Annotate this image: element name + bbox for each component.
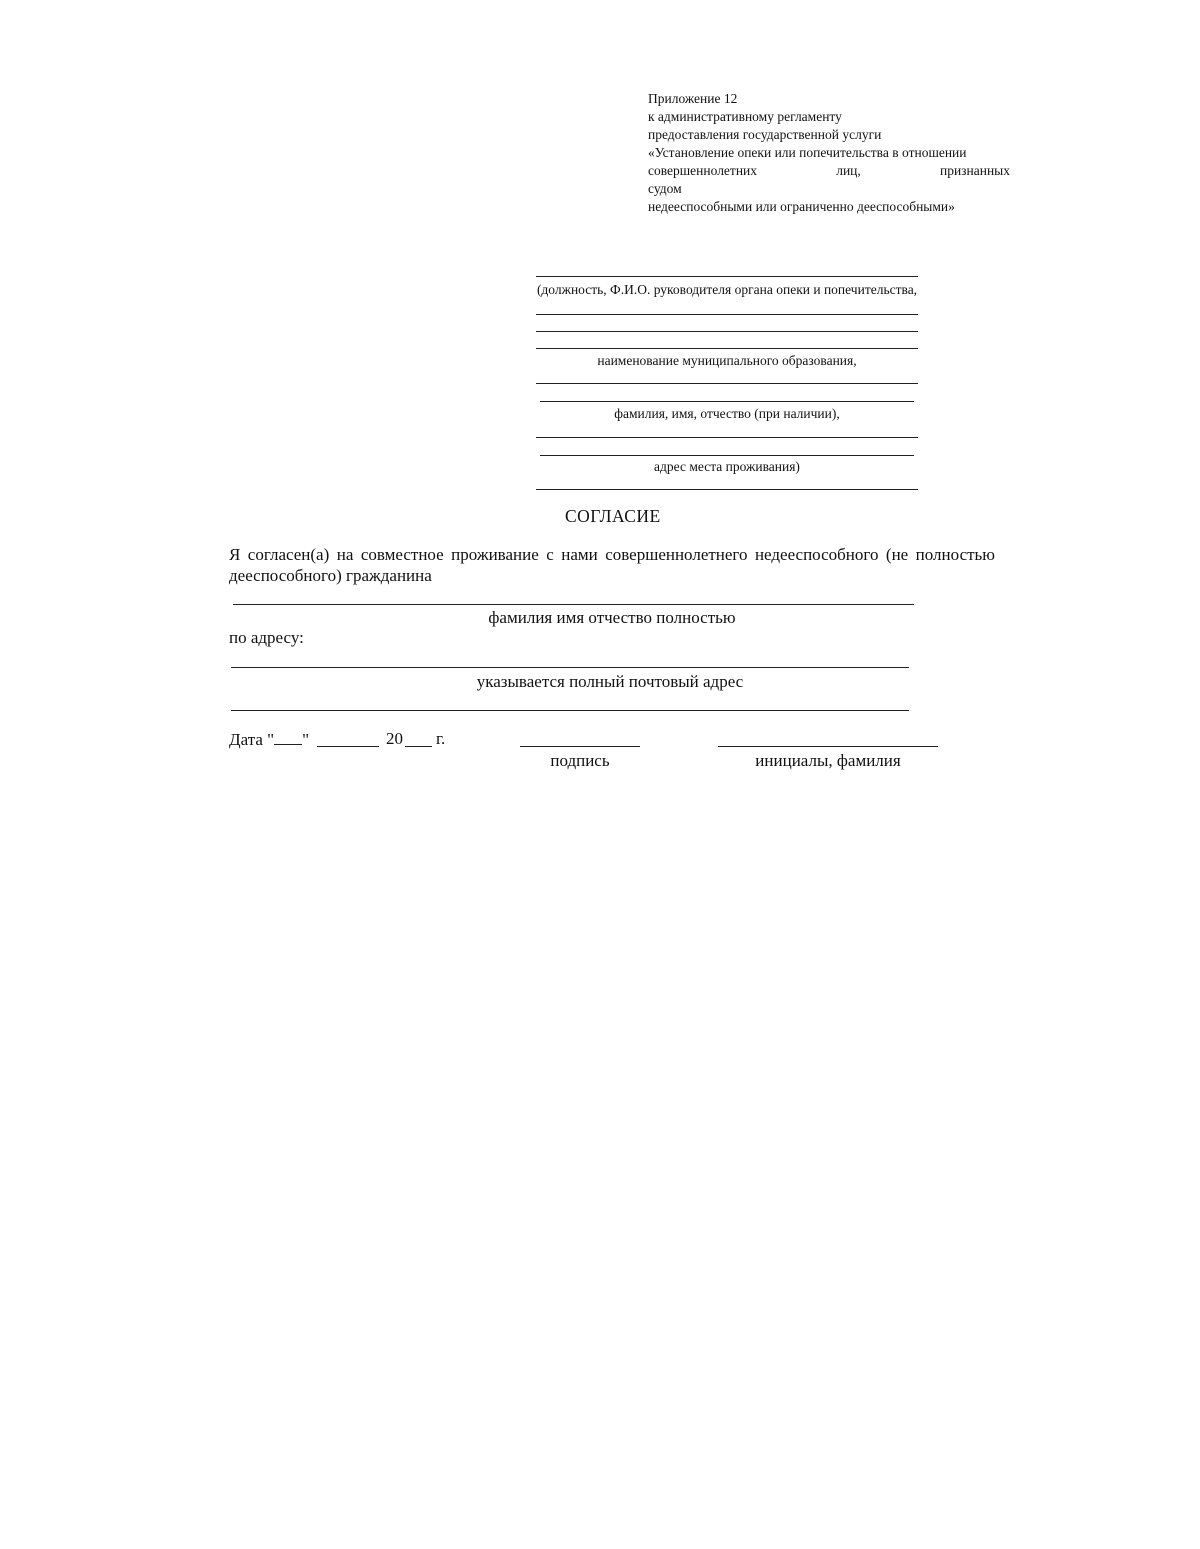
- year-prefix: 20: [386, 729, 403, 748]
- signature-line[interactable]: [520, 746, 640, 747]
- blank-line[interactable]: [536, 331, 918, 332]
- month-blank[interactable]: [317, 746, 379, 747]
- date-prefix: Дата ": [229, 730, 275, 749]
- blank-line[interactable]: [536, 489, 918, 490]
- date-field: [229, 729, 309, 750]
- header-line: совершеннолетних лиц, признанных судом: [648, 163, 1010, 196]
- address-label: по адресу:: [229, 628, 304, 647]
- caption-signature: подпись: [550, 751, 610, 770]
- caption-name: фамилия, имя, отчество (при наличии),: [614, 406, 840, 421]
- header-line: Приложение 12: [648, 91, 738, 106]
- year-suffix: г.: [436, 729, 446, 748]
- blank-line[interactable]: [536, 314, 918, 315]
- caption-fullname: фамилия имя отчество полностью: [488, 608, 736, 627]
- fullname-line[interactable]: [233, 604, 914, 605]
- header-line: предоставления государственной услуги: [648, 127, 882, 142]
- initials-line[interactable]: [718, 746, 938, 747]
- day-blank[interactable]: [274, 729, 302, 745]
- official-line[interactable]: [536, 276, 918, 277]
- blank-line[interactable]: [540, 401, 914, 402]
- address-line[interactable]: [231, 710, 909, 711]
- caption-official: (должность, Ф.И.О. руководителя органа опеки и попечительства,: [536, 282, 918, 297]
- header-line: недееспособными или ограниченно дееспособными»: [648, 199, 955, 214]
- caption-postal: указывается полный почтовый адрес: [476, 672, 744, 691]
- caption-initials: инициалы, фамилия: [755, 751, 901, 770]
- document-title: СОГЛАСИЕ: [565, 506, 661, 526]
- address-line[interactable]: [231, 667, 909, 668]
- blank-line[interactable]: [540, 455, 914, 456]
- header-line: к административному регламенту: [648, 109, 842, 124]
- date-quote: ": [302, 730, 310, 749]
- caption-address: адрес места проживания): [654, 459, 800, 474]
- header-line: «Установление опеки или попечительства в отношении: [648, 145, 967, 160]
- blank-line[interactable]: [536, 437, 918, 438]
- caption-municipality: наименование муниципального образования,: [597, 353, 857, 368]
- consent-paragraph: Я согласен(а) на совместное проживание с нами совершеннолетнего недееспособного (не полностью дееспособного) гражданина: [229, 545, 995, 585]
- blank-line[interactable]: [536, 348, 918, 349]
- appendix-header: [648, 90, 1010, 216]
- blank-line[interactable]: [536, 383, 918, 384]
- year-blank[interactable]: [405, 746, 432, 747]
